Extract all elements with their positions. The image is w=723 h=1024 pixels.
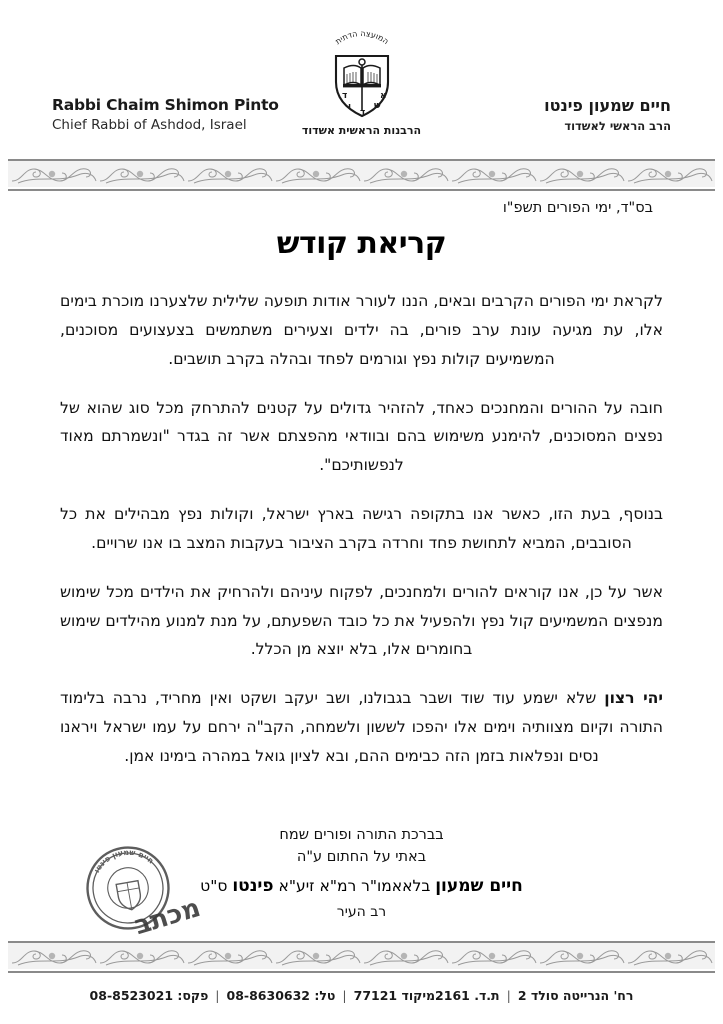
footer-pobox: ת.ד. 2161 <box>435 988 500 1003</box>
signature-role: רב העיר <box>336 903 387 920</box>
emblem-letter-alef: א <box>379 91 387 101</box>
footer-fax: 08-8523021 <box>89 988 174 1003</box>
emblem-letter-dalet: ד <box>359 108 365 118</box>
signature-block <box>60 824 663 942</box>
book-right-icon <box>363 66 380 86</box>
footer-sep-1: | <box>506 988 511 1003</box>
emblem-caption: הרבנות הראשית אשדוד <box>301 124 422 137</box>
shield-emblem-icon <box>308 30 416 122</box>
paragraph-2: חובה על ההורים והמחנכים כאחד, להזהיר גדולים על קטנים להתרחק מכל סוג שהוא של נפצים המסוכנים, להימנע משימוש בהם ובוודאי מהפצתם אשר זה בגדר "ונשמרתם מאוד לנפשותיכם". <box>60 398 663 475</box>
footer-phone-label: טל: <box>314 988 336 1003</box>
signature-subscript: באתי על החתום ע"ה <box>296 849 427 866</box>
footer-fax-label: פקס: <box>177 988 209 1003</box>
paragraph-4: אשר על כן, אנו קוראים להורים ולמחנכים, לפקוח עיניהם ולהרחיק את הילדים מכל שימוש מנפצים המשמיעים קול נפץ ולהפעיל את כל כובד השפעתם, על מנת למנוע מהילדים שימוש בחומרים אלו, בלא יוצא מן הכלל. <box>60 582 663 659</box>
emblem-letter-vav: ו <box>347 102 351 112</box>
hebrew-role: הרב הראשי לאשדוד <box>564 118 671 133</box>
footer-sep-2: | <box>342 988 347 1003</box>
closing-rest: שלא ישמע עוד שוד ושבר בגבולנו, ושב יעקב ושקט ואין מחריד, נרבה בלימוד התורה וקיום מצוותיה וימים אלו יהפכו לששון ולשמחה, הקב"ה ירחם על עמו ישראל ויראנו נסים ונפלאות בזמן הזה כבימים ההם, ובא לציון גואל במהרה בימינו אמן. <box>60 689 663 765</box>
stamp-arc-text: חיים שמעון פינטו <box>92 847 156 875</box>
rabbinate-emblem <box>257 30 467 137</box>
paragraph-1: לקראת ימי הפורים הקרבים ובאים, הננו לעורר אודות תופעה שלילית שלצערנו מוכרת בימים אלו, עת מגיעה עונת ערב פורים, בה ילדים וצעירים משתמשים בצעצועים מסוכנים, המשמיעים קולות נפץ וגורמים לפחד ובהלה בקרב תושבים. <box>60 292 663 368</box>
letterhead-hebrew <box>544 96 671 134</box>
letterhead-english <box>52 96 279 134</box>
crown-icon <box>359 59 365 65</box>
english-role: Chief Rabbi of Ashdod, Israel <box>52 117 247 134</box>
stamp-word: מכתב <box>131 892 205 942</box>
signature-first-name: חיים שמעון <box>435 875 523 896</box>
signature-last-name: פינטו <box>232 875 274 896</box>
footer-zip: מיקוד 77121 <box>353 988 436 1003</box>
band-rule-bottom-2 <box>8 971 715 973</box>
hebrew-name: חיים שמעון פינטו <box>544 96 671 115</box>
book-left-icon <box>344 66 361 86</box>
emblem-letter-dalet2: ד <box>341 91 347 101</box>
letter-body <box>60 200 663 771</box>
paragraph-closing <box>60 684 663 771</box>
emblem-arc-text: המועצה הדתית <box>333 30 390 47</box>
scroll-ornament-icon-2 <box>8 943 715 969</box>
footer-phone[interactable]: 08-8630632 <box>226 988 310 1003</box>
signature-blessing: בברכת התורה ופורים שמח <box>279 827 444 843</box>
scroll-ornament-icon <box>8 161 715 187</box>
footer-contact <box>60 988 663 1003</box>
footer-address: רח' הנרייטה סולד 2 <box>517 988 634 1003</box>
ornamental-band-top <box>8 158 715 192</box>
paragraph-3: בנוסף, בעת הזו, כאשר אנו בתקופה רגישה בארץ ישראל, וקולות נפץ מבהילים את כל הסובבים, המביא לתחושת פחד וחרדה בקרב הציבור בעקבות המצב בו אנו שרויים. <box>60 505 663 552</box>
english-name: Rabbi Chaim Shimon Pinto <box>52 96 279 114</box>
signature-lineage: בלאאמו"ר רמ"א זיע"א <box>273 876 436 895</box>
signature-honorific: ס"ט <box>200 876 233 895</box>
footer-sep-3: | <box>215 988 220 1003</box>
svg-text:המועצה הדתית <box>333 30 390 46</box>
page-title: קריאת קודש <box>276 226 447 261</box>
emblem-letter-shin: ש <box>373 101 381 111</box>
band-rule-bottom <box>8 189 715 191</box>
ornamental-band-bottom <box>8 940 715 974</box>
dateline: בס"ד, ימי הפורים תשפ"ו <box>502 200 653 216</box>
letterhead <box>0 0 723 160</box>
closing-lead: יהי רצון <box>604 689 663 708</box>
